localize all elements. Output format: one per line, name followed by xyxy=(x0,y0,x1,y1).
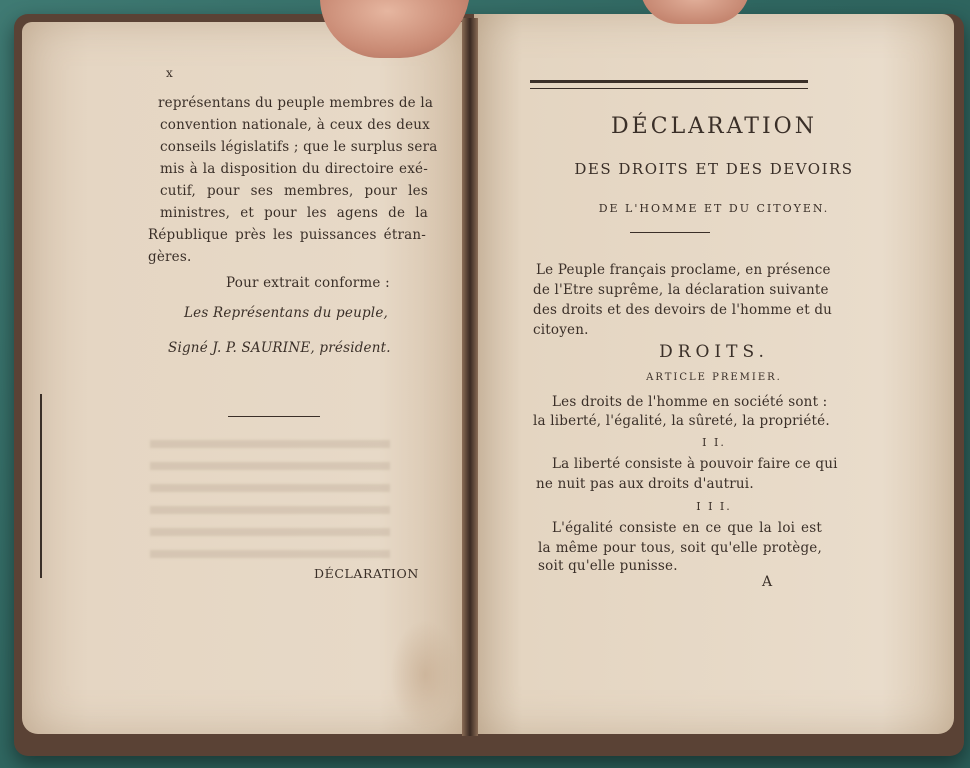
margin-rule xyxy=(40,394,42,578)
article-2-heading: I I. xyxy=(702,436,726,449)
left-line-3: conseils législatifs ; que le surplus sera xyxy=(160,139,438,155)
intro-line-1: Le Peuple français proclame, en présence xyxy=(536,262,831,278)
bleed-through-text xyxy=(150,440,390,560)
extract-line: Pour extrait conforme : xyxy=(226,275,390,291)
representatives-line: Les Représentans du peuple, xyxy=(184,305,389,321)
left-line-1: représentans du peuple membres de la xyxy=(158,95,434,111)
article-2-line-2: ne nuit pas aux droits d'autrui. xyxy=(536,476,754,492)
intro-line-4: citoyen. xyxy=(533,322,589,338)
catchword: DÉCLARATION xyxy=(314,566,419,581)
intro-line-3: des droits et des devoirs de l'homme et du xyxy=(533,302,833,318)
ornamental-rule xyxy=(530,80,808,89)
left-line-5: cutif, pour ses membres, pour les xyxy=(160,183,428,199)
left-divider xyxy=(228,416,320,417)
left-line-7: République près les puissances étran- xyxy=(148,227,426,243)
page-number: x xyxy=(166,66,173,80)
article-2-line-1: La liberté consiste à pouvoir faire ce qui xyxy=(552,456,838,472)
left-line-8: gères. xyxy=(148,249,192,265)
page-stain xyxy=(390,620,460,730)
signature-mark: A xyxy=(762,574,773,590)
left-line-2: convention nationale, à ceux des deux xyxy=(160,117,430,133)
article-1-line-2: la liberté, l'égalité, la sûreté, la propriété. xyxy=(533,413,830,429)
left-line-6: ministres, et pour les agens de la xyxy=(160,205,428,221)
article-3-line-1: L'égalité consiste en ce que la loi est xyxy=(552,520,822,536)
page-subtitle-2: DE L'HOMME ET DU CITOYEN. xyxy=(598,202,830,215)
article-1-heading: ARTICLE PREMIER. xyxy=(646,372,782,383)
article-3-line-2: la même pour tous, soit qu'elle protège, xyxy=(538,540,822,556)
page-title: DÉCLARATION xyxy=(611,114,817,139)
article-3-heading: I I I. xyxy=(696,500,732,513)
article-3-line-3: soit qu'elle punisse. xyxy=(538,558,678,574)
left-line-4: mis à la disposition du directoire exé- xyxy=(160,161,428,177)
intro-line-2: de l'Etre suprême, la déclaration suivante xyxy=(533,282,829,298)
page-subtitle: DES DROITS ET DES DEVOIRS xyxy=(574,160,854,178)
title-divider xyxy=(630,232,710,233)
article-1-line-1: Les droits de l'homme en société sont : xyxy=(552,394,828,410)
signature-line: Signé J. P. SAURINE, président. xyxy=(168,340,391,356)
section-heading: DROITS. xyxy=(659,342,769,362)
